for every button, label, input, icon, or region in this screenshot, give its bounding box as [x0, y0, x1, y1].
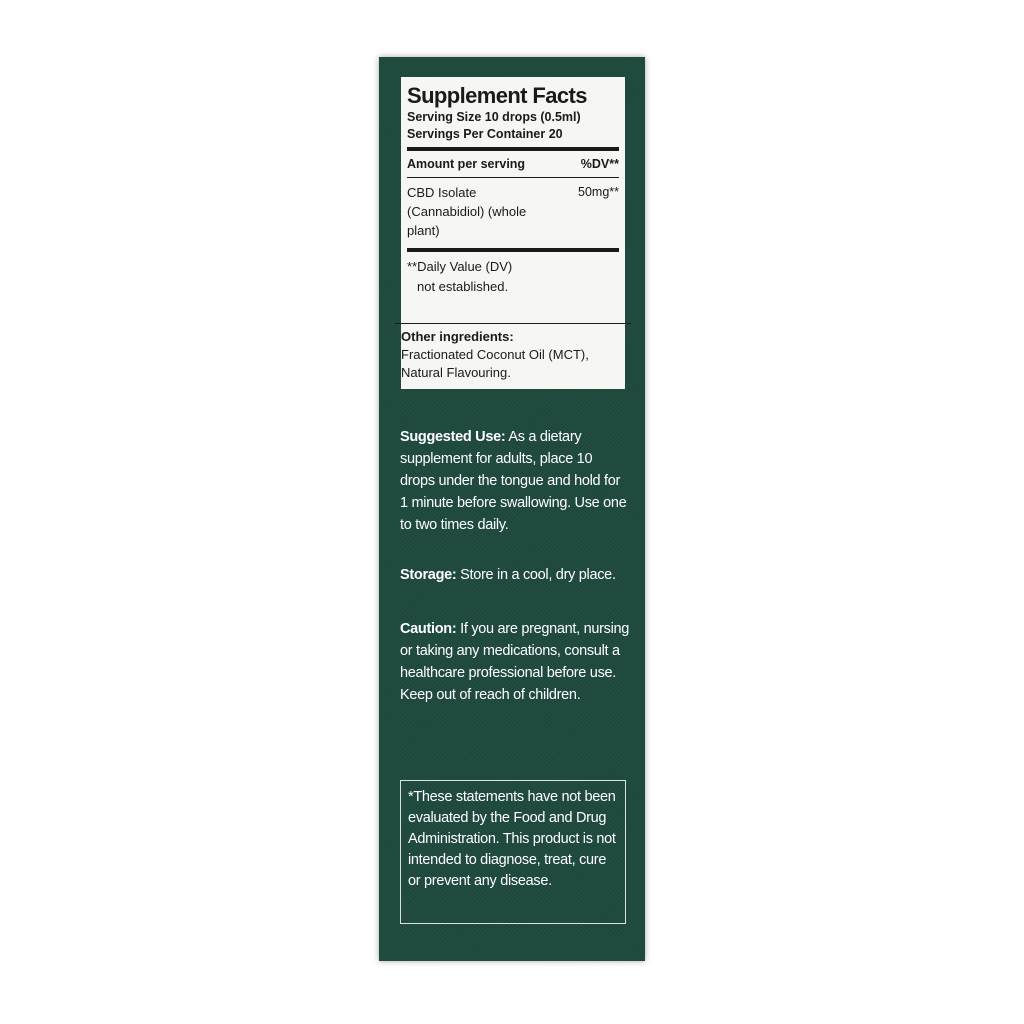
- facts-title: Supplement Facts: [407, 83, 587, 108]
- supplement-facts-panel: [401, 77, 625, 389]
- dv-header-label: %DV**: [580, 157, 619, 171]
- thick-divider-bottom: [407, 248, 619, 252]
- amount-header-row: [407, 156, 619, 172]
- caution-label: Caution:: [400, 621, 457, 637]
- suggested-use-text: As a dietary supplement for adults, place 10 drops under the tongue and hold for 1 minute before swallowing. Use one to two times daily.: [400, 429, 627, 533]
- other-ingredients: [395, 323, 631, 382]
- suggested-use-section: [400, 426, 630, 536]
- ingredient-amount: 50mg**: [578, 185, 619, 199]
- other-ingredients-label: Other ingredients:: [401, 329, 514, 344]
- storage-text: Store in a cool, dry place.: [460, 567, 616, 583]
- dv-footnote-line1: **Daily Value (DV): [407, 259, 513, 274]
- dv-footnote: [407, 257, 619, 297]
- storage-label: Storage:: [400, 567, 457, 583]
- servings-per-container: Servings Per Container 20: [407, 127, 563, 141]
- amount-per-serving-label: Amount per serving: [407, 157, 526, 171]
- dv-footnote-line2: not established.: [417, 279, 509, 294]
- serving-size: Serving Size 10 drops (0.5ml): [407, 110, 581, 124]
- caution-section: [400, 618, 630, 706]
- fda-disclaimer: *These statements have not been evaluated by the Food and Drug Administration. This product is not intended to diagnose, treat, cure or prevent any disease.: [400, 780, 626, 924]
- other-ingredients-text: Fractionated Coconut Oil (MCT), Natural Flavouring.: [401, 347, 589, 380]
- suggested-use-label: Suggested Use:: [400, 429, 506, 445]
- ingredient-name: CBD Isolate (Cannabidiol) (whole plant): [407, 185, 527, 238]
- ingredient-row: [407, 183, 619, 240]
- storage-section: [400, 564, 630, 586]
- product-box-side-panel: [379, 57, 645, 961]
- caution-text: If you are pregnant, nursing or taking any medications, consult a healthcare professional before use. Keep out of reach of children.: [400, 621, 630, 703]
- thin-divider: [407, 177, 619, 178]
- thick-divider: [407, 147, 619, 151]
